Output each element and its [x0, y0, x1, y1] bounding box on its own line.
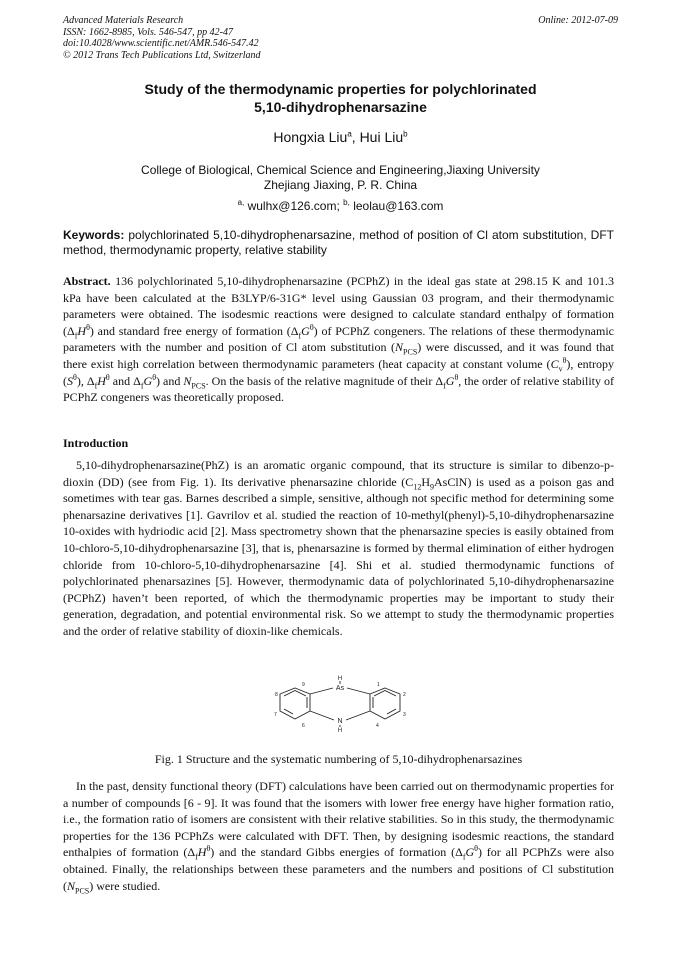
symbol-theta: θ: [105, 372, 110, 382]
introduction-paragraph: [63, 457, 614, 640]
symbol-f: f: [443, 380, 446, 390]
symbol-theta: θ: [206, 844, 211, 854]
doi-line[interactable]: doi:10.4028/www.scientific.net/AMR.546-547.42: [63, 38, 259, 49]
symbol-theta: θ: [474, 844, 478, 854]
right-ring-double-bond: [387, 709, 396, 714]
author-list: [63, 129, 618, 146]
abstract-text: . On the basis of the relative magnitude of their Δ: [205, 373, 444, 388]
formula-subscript: 12: [413, 481, 422, 491]
left-benzene-ring: [280, 688, 310, 719]
copyright-line: © 2012 Trans Tech Publications Ltd, Switzerland: [63, 49, 261, 61]
position-number-1: 1: [377, 682, 380, 688]
issn-line: ISSN: 1662-8985, Vols. 546-547, pp 42-47: [63, 26, 233, 38]
symbol-N: N: [183, 373, 192, 388]
symbol-PCS: PCS: [191, 380, 206, 390]
symbol-PCS: PCS: [403, 347, 418, 357]
affiliation-line-2: Zhejiang Jiaxing, P. R. China: [263, 177, 418, 192]
author-emails: [63, 199, 618, 213]
symbol-f: f: [94, 380, 98, 390]
introduction-heading: Introduction: [63, 436, 129, 450]
affiliation: [63, 163, 618, 192]
para-text: In the past, density functional theory (DFT) calculations have been carried out on thermodynamic properties for a number of compounds [6 - 9]. It was found that the isomers with lower free energy have higher formation ratio, i.e., the formation ratio of isomers are consistent with their relative stabilities. So in this study, the thermodynamic properties for the 136 PCPhZs were calculated with DFT. Then, by designing isodesmic reactions, the standard enthalpies of formation (Δ: [63, 779, 614, 860]
journal-header: [63, 15, 618, 61]
phz-structure-figure: [265, 675, 415, 735]
symbol-f: f: [298, 331, 302, 341]
title-line-2: 5,10-dihydrophenarsazine: [254, 99, 427, 115]
keywords-text: polychlorinated 5,10-dihydrophenarsazine, method of position of Cl atom substitution, DFT method, thermodynamic property, relative stability: [63, 228, 614, 257]
bond-n-right: [346, 711, 370, 720]
bond-as-right: [347, 688, 370, 694]
email-b-mark: b,: [343, 198, 350, 207]
symbol-theta: θ: [152, 372, 157, 382]
right-benzene-ring: [370, 688, 400, 719]
keywords: [63, 228, 614, 257]
symbol-G: G: [301, 323, 310, 338]
abstract-text: ) were discussed, and it was found that there exist high correlation between thermodynamic parameters (heat capacity at constant volume (: [63, 340, 614, 371]
email-b[interactable]: leolau@163.com: [353, 199, 444, 213]
position-number-9: 9: [302, 682, 305, 688]
symbol-H: H: [97, 373, 106, 388]
symbol-H: H: [197, 845, 207, 860]
affiliation-line-1: College of Biological, Chemical Science and Engineering,Jiaxing University: [141, 163, 540, 177]
symbol-v: v: [558, 364, 563, 374]
keywords-label: Keywords:: [63, 228, 125, 242]
symbol-G: G: [465, 845, 475, 860]
position-number-7: 7: [274, 712, 277, 718]
atom-n: N: [337, 718, 343, 725]
symbol-theta: θ: [454, 372, 459, 382]
symbol-N: N: [67, 878, 76, 893]
dft-paragraph: [63, 778, 614, 894]
symbol-G: G: [143, 373, 153, 388]
symbol-f: f: [195, 852, 198, 862]
intro-text: 5,10-dihydrophenarsazine(PhZ) is an aromatic organic compound, that its structure is similar to dibenzo-p-dioxin (DD) (see from Fig. 1). Its derivative phenarsazine chloride (C: [63, 458, 614, 489]
symbol-f: f: [140, 380, 144, 390]
atom-h-bottom: H: [337, 728, 343, 734]
symbol-theta: θ: [86, 322, 90, 332]
email-a[interactable]: wulhx@126.com;: [247, 199, 340, 213]
author-1: Hongxia Liu: [273, 129, 348, 145]
figure-caption: Fig. 1 Structure and the systematic numbering of 5,10-dihydrophenarsazines: [154, 752, 523, 766]
symbol-f: f: [462, 852, 466, 862]
symbol-theta: θ: [562, 355, 567, 365]
online-date: Online: 2012-07-09: [538, 15, 618, 26]
author-2: Hui Liu: [359, 129, 404, 145]
symbol-G: G: [445, 373, 455, 388]
para-text: ) were studied.: [89, 878, 161, 893]
para-text: ) and the standard Gibbs energies of formation (Δ: [210, 845, 463, 860]
position-number-2: 2: [403, 692, 406, 698]
atom-h-top: H: [337, 676, 343, 682]
author-2-mark: b: [403, 129, 408, 139]
symbol-f: f: [74, 331, 78, 341]
symbol-theta: θ: [73, 372, 77, 382]
atom-as: As: [335, 685, 345, 692]
abstract-text: ) of PCPhZ congeners. The relations of these thermodynamic parameters with the number and position of Cl atom substitution (: [63, 323, 614, 355]
intro-text: AsClN) is used as a poison gas and sometimes with tear gas. Barnes described a simple, sensitive, although not specific method for determining some phenarsazine derivatives [1]. Gavrilov et al. studied the reaction of 10-methyl(phenyl)-5,10-dihydrophenarsazine 10-oxides with hydriodic acid [2]. Mass spectrometry shown that the phenarsazine species is easily obtained from 10-chloro-5,10-dihydrophenarsazine [3], that is, phenarsazine is formed by thermal elimination of either hydrogen chloride from 10-chloro-5,10-dihydrophenarsazine [4]. Shi et al. studied thermodynamic functions of polychlorinated phenarsazines [5]. However, thermodynamic data of polychlorinated 5,10-dihydrophenarsazine (PCPhZ) haven’t been reported, of which the thermodynamic properties may be important to study their generation, degradation, and potential environmental risk. So we attempt to study the thermodynamic properties and the order of relative stability of dioxin-like chemicals.: [63, 474, 614, 638]
position-number-8: 8: [275, 692, 278, 698]
author-separator: ,: [351, 129, 360, 145]
abstract-text: ) and: [156, 373, 184, 388]
bond-n-left: [310, 711, 334, 720]
symbol-theta: θ: [309, 322, 314, 332]
abstract-text: 136 polychlorinated 5,10-dihydrophenarsazine (PCPhZ) in the ideal gas state at 298.15 K and 101.3 kPa have been calculated at the B3LYP/6-31G* level using Gaussian 03 program, and their thermodynamic parameters were obtained. The isodesmic reactions were designed to calculate standard enthalpy of formation (Δ: [63, 274, 614, 338]
email-a-mark: a,: [237, 198, 245, 207]
title-line-1: Study of the thermodynamic properties for polychlorinated: [144, 81, 537, 97]
para-text: ) for all PCPhZs were also obtained. Finally, the relationships between these parameters and the numbers and positions of Cl substitution (: [63, 845, 614, 893]
symbol-PCS: PCS: [75, 885, 90, 895]
symbol-H: H: [77, 323, 87, 338]
formula-text: H: [421, 474, 430, 489]
position-number-4: 4: [376, 723, 379, 729]
symbol-S: S: [67, 373, 73, 388]
journal-name: Advanced Materials Research: [63, 15, 184, 26]
abstract-text: , the order of relative stability of PCPhZ congeners was theoretically proposed.: [63, 373, 614, 405]
abstract-text: ), entropy (: [63, 356, 614, 388]
paper-title: [63, 80, 618, 116]
abstract-text: ), Δ: [76, 373, 95, 388]
bond-as-left: [310, 688, 333, 694]
abstract: [63, 273, 614, 406]
position-number-3: 3: [403, 712, 406, 718]
symbol-C: C: [550, 356, 559, 371]
abstract-text: ) and standard free energy of formation (Δ: [89, 323, 299, 338]
abstract-label: Abstract.: [63, 274, 111, 288]
abstract-text: and Δ: [109, 373, 141, 388]
symbol-N: N: [395, 340, 404, 355]
formula-subscript: 9: [429, 481, 434, 491]
left-ring-double-bond: [284, 709, 293, 714]
author-1-mark: a: [347, 129, 352, 139]
position-number-6: 6: [302, 723, 305, 729]
